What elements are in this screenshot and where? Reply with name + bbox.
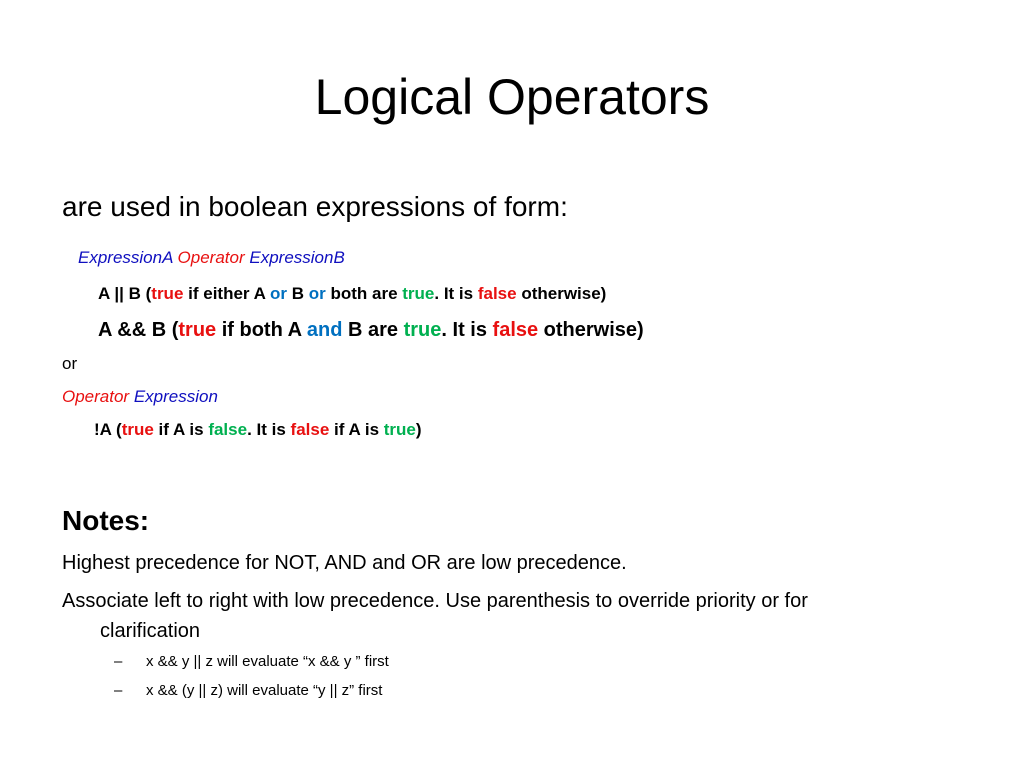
intro-text: are used in boolean expressions of form: [62, 191, 568, 222]
unary-operator-label: Operator [62, 387, 130, 406]
and-text-4: otherwise) [538, 319, 644, 341]
binary-form [78, 246, 345, 270]
sub-bullet-2-text: x && (y || z) will evaluate “y || z” first [146, 682, 383, 699]
or-word-1: or [270, 284, 287, 303]
dash-bullet: – [114, 682, 123, 699]
or-lhs: A || B ( [98, 284, 152, 303]
expression-a-label: ExpressionA [78, 248, 173, 267]
dash-bullet: – [114, 653, 123, 670]
and-true-word-2: true [403, 319, 442, 341]
and-lhs: A && B ( [98, 319, 179, 341]
unary-expression-label: Expression [133, 387, 218, 406]
sub-bullet-1 [114, 651, 389, 673]
and-false-word: false [492, 319, 539, 341]
or-text-1: if either A [183, 284, 270, 303]
or-text-2: B [287, 284, 309, 303]
not-text-1: if A is [153, 420, 209, 439]
and-word: and [306, 319, 343, 341]
operator-label: Operator [177, 248, 245, 267]
slide-title: Logical Operators [314, 69, 710, 125]
not-false-word-2: false [290, 420, 330, 439]
not-text-4: ) [415, 420, 422, 439]
sub-bullet-1-text: x && y || z will evaluate “x && y ” first [146, 653, 389, 670]
or-word-2: or [308, 284, 326, 303]
and-text-1: if both A [216, 319, 307, 341]
unary-form [62, 385, 218, 409]
not-lhs: !A ( [94, 420, 122, 439]
or-true-word: true [151, 284, 184, 303]
and-text-2: B are [342, 319, 404, 341]
not-true-word: true [121, 420, 154, 439]
and-text-3: . It is [441, 319, 493, 341]
or-connector: or [62, 354, 78, 373]
or-text-4: . It is [434, 284, 478, 303]
or-text-3: both are [325, 284, 403, 303]
or-text-5: otherwise) [516, 284, 607, 303]
not-false-word: false [208, 420, 248, 439]
and-true-word: true [178, 319, 217, 341]
or-false-word: false [477, 284, 517, 303]
expression-b-label: ExpressionB [249, 248, 345, 267]
notes-heading: Notes: [62, 505, 150, 536]
note-precedence: Highest precedence for NOT, AND and OR are low precedence. [62, 552, 627, 574]
note-associativity-continued: clarification [100, 620, 201, 642]
not-text-3: if A is [329, 420, 384, 439]
not-true-word-2: true [383, 420, 416, 439]
note-associativity: Associate left to right with low precedence. Use parenthesis to override priority or for [62, 590, 808, 612]
not-operator-line [94, 418, 422, 442]
sub-bullet-2 [114, 680, 382, 702]
and-operator-line [98, 316, 644, 344]
or-true-word-2: true [402, 284, 435, 303]
or-operator-line [98, 282, 606, 306]
not-text-2: . It is [247, 420, 291, 439]
